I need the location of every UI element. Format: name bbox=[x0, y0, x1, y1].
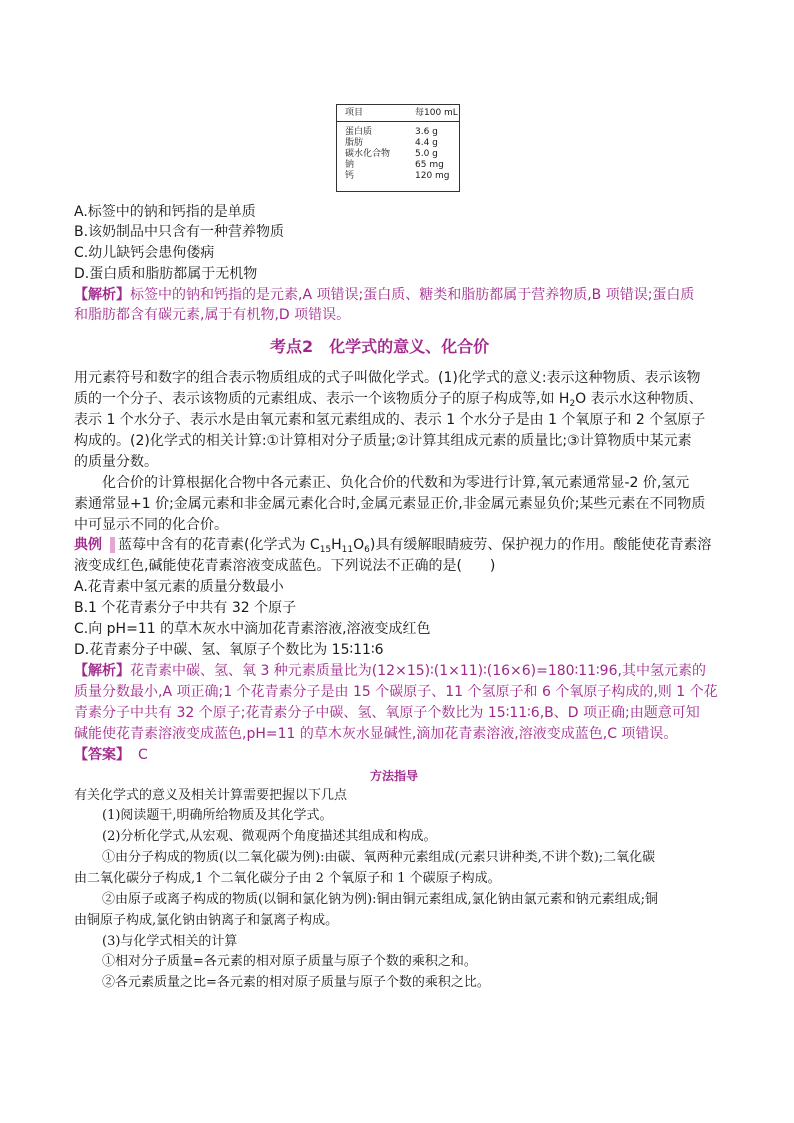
example-analysis-line bbox=[74, 661, 706, 681]
section-paragraph-line: 化合价的计算根据化合物中各元素正、负化合价的代数和为零进行计算,氧元素通常显-2 价,氢元 bbox=[102, 475, 690, 491]
q1-option-a: A.标签中的钠和钙指的是单质 bbox=[74, 204, 256, 220]
row-name: 蛋白质 bbox=[345, 127, 373, 137]
section-paragraph-line: 构成的。(2)化学式的相关计算:①计算相对分子质量;②计算其组成元素的质量比;③计算物质中某元素 bbox=[74, 433, 692, 449]
q1-analysis-line: 和脂肪都含有碳元素,属于有机物,D 项错误。 bbox=[74, 307, 351, 323]
example-tag-label: 典例 bbox=[74, 537, 102, 553]
row-value: 4.4 g bbox=[415, 138, 438, 148]
text: H bbox=[331, 537, 342, 553]
method-title: 方法指导 bbox=[370, 769, 419, 783]
row-name: 脂肪 bbox=[345, 138, 364, 148]
q1-analysis-line bbox=[74, 285, 694, 305]
section-title: 考点2 化学式的意义、化合价 bbox=[270, 337, 490, 356]
text: O bbox=[353, 537, 365, 553]
method-line: ②各元素质量之比=各元素的相对原子质量与原子个数的乘积之比。 bbox=[102, 975, 490, 990]
answer-tag: 【答案】 bbox=[74, 747, 130, 763]
example-option-c: C.向 pH=11 的草木灰水中滴加花青素溶液,溶液变成红色 bbox=[74, 621, 431, 637]
header-per-100ml: 每100 mL bbox=[415, 108, 458, 118]
example-tag-bar bbox=[110, 537, 115, 553]
table-header bbox=[337, 105, 459, 122]
example-analysis-line: 碱能使花青素溶液变成蓝色,pH=11 的草木灰水显碱性,滴加花青素溶液,溶液变成蓝色,C 项错误。 bbox=[74, 726, 678, 742]
method-line: (1)阅读题干,明确所给物质及其化学式。 bbox=[102, 808, 333, 823]
row-value: 3.6 g bbox=[415, 127, 438, 137]
analysis-tag: 【解析】 bbox=[74, 287, 130, 303]
section-paragraph-line: 中可显示不同的化合价。 bbox=[74, 517, 228, 533]
example-stem-line: 液变成红色,碱能使花青素溶液变成蓝色。下列说法不正确的是( ) bbox=[74, 558, 496, 574]
nutrition-label-table bbox=[336, 104, 460, 192]
analysis-tag: 【解析】 bbox=[74, 663, 130, 679]
example-option-b: B.1 个花青素分子中共有 32 个原子 bbox=[74, 600, 297, 616]
subscript: 15 bbox=[319, 545, 332, 555]
header-item: 项目 bbox=[345, 108, 364, 118]
example-option-a: A.花青素中氢元素的质量分数最小 bbox=[74, 579, 284, 595]
subscript: 6 bbox=[364, 545, 370, 555]
example-answer bbox=[74, 745, 148, 765]
text: 质的一个分子、表示该物质的元素组成、表示一个该物质分子的原子构成等,如 H bbox=[74, 391, 570, 407]
q1-option-b: B.该奶制品中只含有一种营养物质 bbox=[74, 224, 285, 240]
subscript: 2 bbox=[569, 399, 576, 409]
answer-value: C bbox=[138, 747, 148, 763]
method-line: (3)与化学式相关的计算 bbox=[102, 934, 238, 949]
method-line: 由铜原子构成,氯化钠由钠离子和氯离子构成。 bbox=[74, 913, 339, 928]
row-value: 5.0 g bbox=[415, 149, 438, 159]
example-tag bbox=[72, 535, 116, 555]
method-line: (2)分析化学式,从宏观、微观两个角度描述其组成和构成。 bbox=[102, 829, 437, 844]
analysis-text: 标签中的钠和钙指的是元素,A 项错误;蛋白质、糖类和脂肪都属于营养物质,B 项错误;蛋白质 bbox=[130, 287, 695, 303]
text: 蓝莓中含有的花青素(化学式为 C bbox=[118, 537, 320, 553]
q1-option-d: D.蛋白质和脂肪都属于无机物 bbox=[74, 266, 258, 282]
example-option-d: D.花青素分子中碳、氢、氧原子个数比为 15∶11∶6 bbox=[74, 642, 384, 658]
method-line: ②由原子或离子构成的物质(以铜和氯化钠为例):铜由铜元素组成,氯化钠由氯元素和钠元素组成;铜 bbox=[102, 892, 659, 907]
method-line: 由二氧化碳分子构成,1 个二氧化碳分子由 2 个氧原子和 1 个碳原子构成。 bbox=[74, 871, 501, 886]
text: )具有缓解眼睛疲劳、保护视力的作用。酸能使花青素溶 bbox=[369, 537, 712, 553]
row-name: 钠 bbox=[345, 160, 355, 170]
q1-option-c: C.幼儿缺钙会患佝偻病 bbox=[74, 245, 215, 261]
subscript: 11 bbox=[341, 545, 354, 555]
section-paragraph-line: 的质量分数。 bbox=[74, 454, 158, 470]
method-line: ①由分子构成的物质(以二氧化碳为例):由碳、氧两种元素组成(元素只讲种类,不讲个数);二氧化碳 bbox=[102, 850, 656, 865]
example-analysis-line: 质量分数最小,A 项正确;1 个花青素分子是由 15 个碳原子、11 个氢原子和 6 个氧原子构成的,则 1 个花 bbox=[74, 684, 718, 700]
example-analysis-line: 青素分子中共有 32 个原子;花青素分子中碳、氢、氧原子个数比为 15∶11∶6,B、D 项正确;由题意可知 bbox=[74, 705, 700, 721]
section-paragraph-line: 表示 1 个水分子、表示水是由氧元素和氢元素组成的、表示 1 个水分子是由 1 个氧原子和 2 个氢原子 bbox=[74, 412, 706, 428]
method-line: ①相对分子质量=各元素的相对原子质量与原子个数的乘积之和。 bbox=[102, 954, 477, 969]
method-line: 有关化学式的意义及相关计算需要把握以下几点 bbox=[74, 788, 348, 803]
section-paragraph-line: 用元素符号和数字的组合表示物质组成的式子叫做化学式。(1)化学式的意义:表示这种物质、表示该物 bbox=[74, 370, 701, 386]
section-paragraph-line: 素通常显+1 价;金属元素和非金属元素化合时,金属元素显正价,非金属元素显负价;某些元素在不同物质 bbox=[74, 496, 706, 512]
analysis-text: 花青素中碳、氢、氧 3 种元素质量比为(12×15)∶(1×11)∶(16×6)=180∶11∶96,其中氢元素的 bbox=[130, 663, 706, 679]
row-value: 120 mg bbox=[415, 171, 450, 181]
text: O 表示水这种物质、 bbox=[575, 391, 703, 407]
row-name: 钙 bbox=[345, 171, 355, 181]
row-name: 碳水化合物 bbox=[345, 149, 391, 159]
row-value: 65 mg bbox=[415, 160, 444, 170]
